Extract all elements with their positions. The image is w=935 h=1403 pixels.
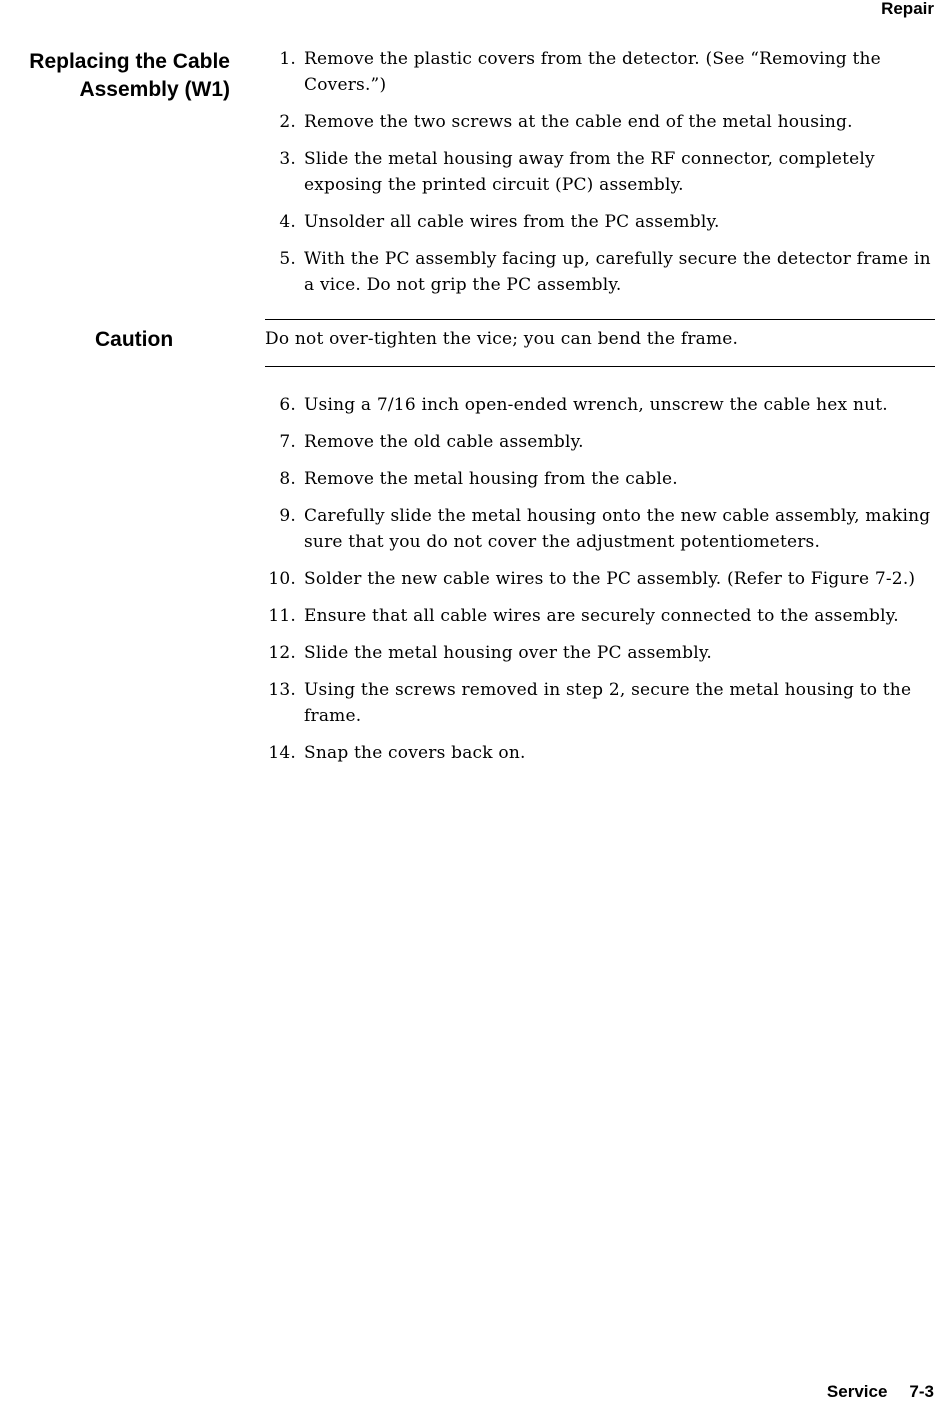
page-footer <box>827 1383 934 1401</box>
step-number: 13. <box>268 680 296 700</box>
step-text: Slide the metal housing away from the RF connector, completely exposing the printed circuit (PC) assembly. <box>304 149 875 195</box>
steps-list-after-caution <box>265 392 935 777</box>
step-text: Remove the old cable assembly. <box>304 432 584 452</box>
list-item <box>265 109 935 135</box>
section-heading-line-1: Replacing the Cable <box>29 50 230 73</box>
step-number: 2. <box>279 112 296 132</box>
step-text: Remove the two screws at the cable end of the metal housing. <box>304 112 853 132</box>
footer-chapter: Service <box>826 1382 888 1401</box>
steps-list-before-caution <box>265 46 935 309</box>
caution-box <box>265 319 935 367</box>
page-number: 7-3 <box>909 1382 934 1401</box>
step-number: 10. <box>268 569 296 589</box>
list-item <box>265 566 935 592</box>
step-number: 7. <box>279 432 296 452</box>
step-number: 1. <box>279 49 296 69</box>
list-item <box>265 503 935 555</box>
section-heading-line-2: Assembly (W1) <box>79 78 230 101</box>
step-text: Ensure that all cable wires are securely connected to the assembly. <box>304 606 899 626</box>
list-item <box>265 246 935 298</box>
step-text: Unsolder all cable wires from the PC assembly. <box>304 212 720 232</box>
list-item <box>265 429 935 455</box>
step-number: 11. <box>268 606 296 626</box>
running-header: Repair <box>881 0 934 18</box>
list-item <box>265 677 935 729</box>
step-number: 6. <box>279 395 296 415</box>
step-text: With the PC assembly facing up, carefully secure the detector frame in a vice. Do not grip the PC assembly. <box>304 249 931 295</box>
caution-label: Caution <box>95 328 174 351</box>
caution-text: Do not over-tighten the vice; you can bend the frame. <box>265 329 739 349</box>
list-item <box>265 392 935 418</box>
step-text: Using a 7/16 inch open-ended wrench, unscrew the cable hex nut. <box>304 395 888 415</box>
step-number: 5. <box>279 249 296 269</box>
step-text: Using the screws removed in step 2, secure the metal housing to the frame. <box>304 680 912 726</box>
step-text: Remove the plastic covers from the detector. (See “Removing the Covers.”) <box>304 49 881 95</box>
step-number: 8. <box>279 469 296 489</box>
list-item <box>265 46 935 98</box>
step-number: 12. <box>268 643 296 663</box>
step-text: Solder the new cable wires to the PC assembly. (Refer to Figure 7-2.) <box>304 569 916 589</box>
list-item <box>265 640 935 666</box>
step-text: Remove the metal housing from the cable. <box>304 469 678 489</box>
step-number: 3. <box>279 149 296 169</box>
step-number: 14. <box>268 743 296 763</box>
step-text: Snap the covers back on. <box>304 743 526 763</box>
step-text: Carefully slide the metal housing onto the new cable assembly, making sure that you do not cover the adjustment potentiometers. <box>304 506 931 552</box>
step-number: 4. <box>279 212 296 232</box>
list-item <box>265 146 935 198</box>
list-item <box>265 603 935 629</box>
list-item <box>265 740 935 766</box>
section-heading <box>29 48 230 104</box>
list-item <box>265 466 935 492</box>
step-text: Slide the metal housing over the PC assembly. <box>304 643 712 663</box>
step-number: 9. <box>279 506 296 526</box>
list-item <box>265 209 935 235</box>
